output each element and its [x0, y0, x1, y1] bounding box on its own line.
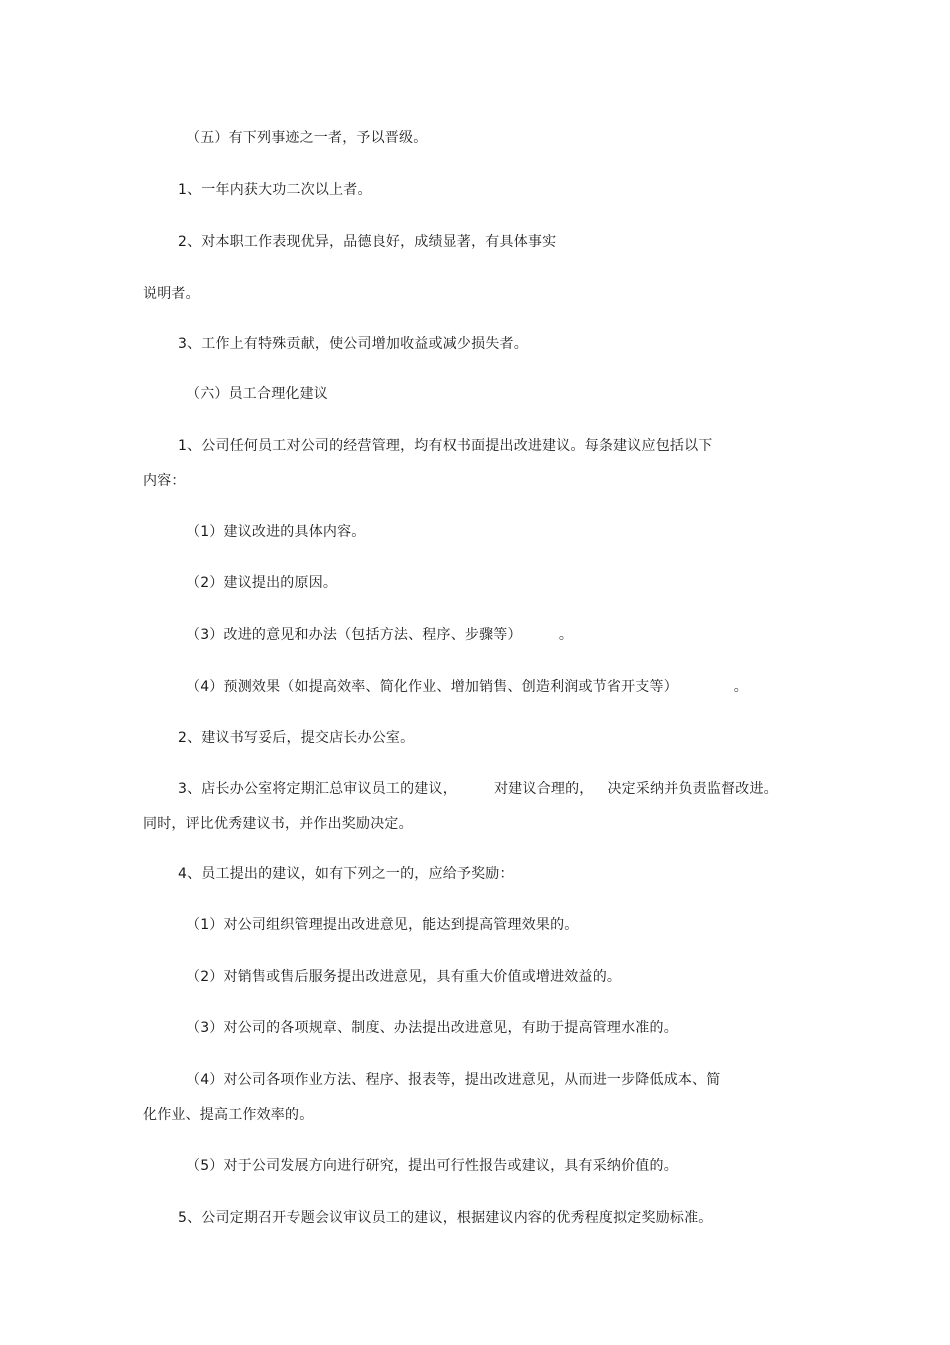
list-item: （4）预测效果（如提高效率、简化作业、增加销售、创造利润或节省开支等） 。: [186, 679, 748, 695]
paragraph-line: 同时，评比优秀建议书，并作出奖励决定。: [143, 816, 413, 832]
section-heading-promotion: （五）有下列事迹之一者，予以晋级。: [186, 130, 428, 146]
paragraph-line: 4、员工提出的建议，如有下列之一的，应给予奖励：: [178, 866, 514, 882]
paragraph-line: 2、建议书写妥后，提交店长办公室。: [178, 730, 415, 746]
section-heading-suggestions: （六）员工合理化建议: [186, 386, 328, 402]
list-item: （2）对销售或售后服务提出改进意见，具有重大价值或增进效益的。: [186, 969, 622, 985]
list-item: （1）建议改进的具体内容。: [186, 524, 366, 540]
paragraph-line: 内容：: [143, 473, 186, 489]
list-item: （2）建议提出的原因。: [186, 575, 338, 591]
list-item: （3）对公司的各项规章、制度、办法提出改进意见，有助于提高管理水准的。: [186, 1020, 678, 1036]
paragraph-line: 说明者。: [143, 286, 200, 302]
list-item: （5）对于公司发展方向进行研究，提出可行性报告或建议，具有采纳价值的。: [186, 1158, 678, 1174]
list-item: （4）对公司各项作业方法、程序、报表等，提出改进意见，从而进一步降低成本、简: [186, 1072, 721, 1088]
paragraph-line: 5、公司定期召开专题会议审议员工的建议，根据建议内容的优秀程度拟定奖励标准。: [178, 1210, 713, 1226]
paragraph-line: 1、公司任何员工对公司的经营管理，均有权书面提出改进建议。每条建议应包括以下: [178, 438, 713, 454]
list-item: （1）对公司组织管理提出改进意见，能达到提高管理效果的。: [186, 917, 579, 933]
list-item: （3）改进的意见和办法（包括方法、程序、步骤等） 。: [186, 627, 574, 643]
paragraph-line: 3、店长办公室将定期汇总审议员工的建议， 对建议合理的， 决定采纳并负责监督改进。: [178, 781, 778, 797]
paragraph-line: 3、工作上有特殊贡献，使公司增加收益或减少损失者。: [178, 336, 528, 352]
paragraph-line: 1、一年内获大功二次以上者。: [178, 182, 372, 198]
paragraph-line: 化作业、提高工作效率的。: [143, 1107, 314, 1123]
paragraph-line: 2、对本职工作表现优异，品德良好，成绩显著，有具体事实: [178, 234, 557, 250]
